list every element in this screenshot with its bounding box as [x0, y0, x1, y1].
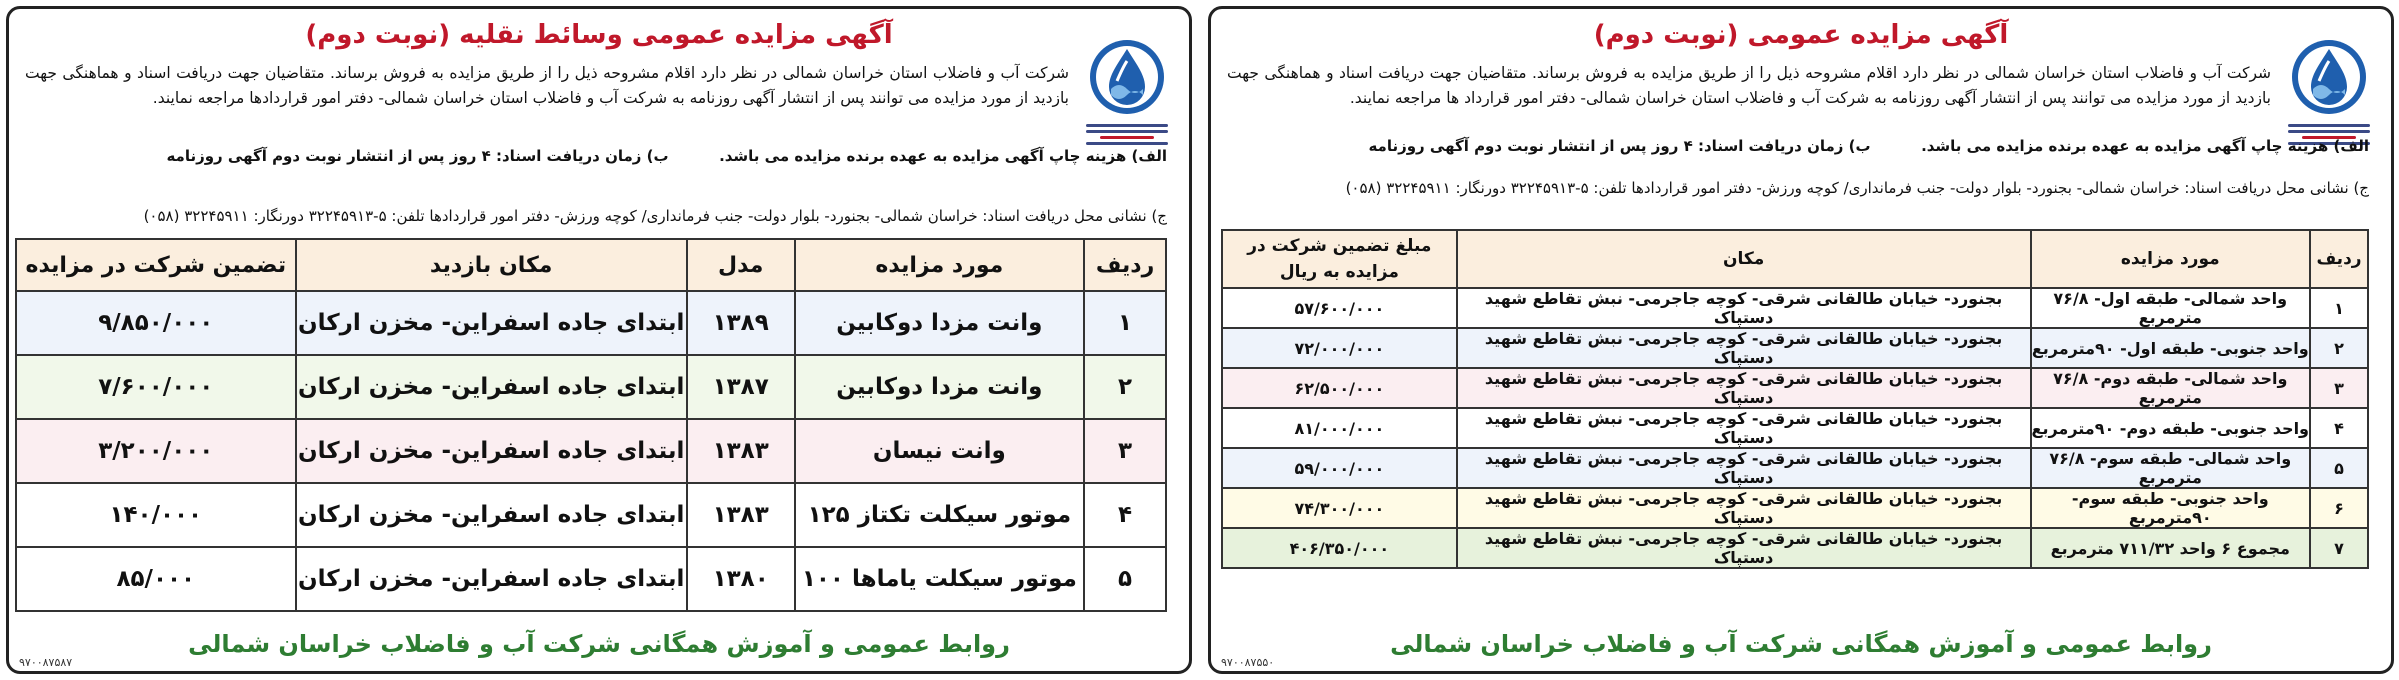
cell-item: واحد جنوبی- طبقه دوم- ۹۰مترمربع: [2031, 408, 2311, 448]
table-row: [1222, 288, 2368, 328]
condition-a: الف) هزینه چاپ آگهی مزایده به عهده برنده مزایده می باشد.: [1921, 137, 2369, 155]
cell-row-num: ۳: [2310, 368, 2368, 408]
header-visit-place: مکان بازدید: [296, 239, 687, 291]
condition-b: ب) زمان دریافت اسناد: ۴ روز پس از انتشار نوبت دوم آگهی روزنامه: [166, 147, 669, 165]
cell-row-num: ۲: [2310, 328, 2368, 368]
header-row-num: ردیف: [2310, 230, 2368, 288]
header-model: مدل: [687, 239, 795, 291]
table-row: [1222, 528, 2368, 568]
cell-item: موتور سیکلت تکتاز ۱۲۵: [795, 483, 1084, 547]
cell-row-num: ۵: [1084, 547, 1166, 611]
table-row: [16, 419, 1166, 483]
notice-ref-number: ۹۷۰۰۸۷۵۸۷: [19, 656, 73, 669]
header-guarantee: مبلغ تضمین شرکت در مزایده به ریال: [1222, 230, 1457, 288]
cell-amount: ۷/۶۰۰/۰۰۰: [16, 355, 296, 419]
auction-notice-apartments: [1208, 6, 2394, 674]
cell-place: بجنورد- خیابان طالقانی شرقی- کوچه جاجرمی- نبش تقاطع شهید دستپاک: [1457, 488, 2031, 528]
cell-row-num: ۷: [2310, 528, 2368, 568]
cell-place: بجنورد- خیابان طالقانی شرقی- کوچه جاجرمی- نبش تقاطع شهید دستپاک: [1457, 368, 2031, 408]
notice-title: آگهی مزایده عمومی (نوبت دوم): [1593, 20, 2009, 50]
table-row: [1222, 408, 2368, 448]
table-row: [16, 547, 1166, 611]
cell-row-num: ۱: [1084, 291, 1166, 355]
cell-item: موتور سیکلت یاماها ۱۰۰: [795, 547, 1084, 611]
notice-intro: شرکت آب و فاضلاب استان خراسان شمالی در نظر دارد اقلام مشروحه ذیل را از طریق مزایده به فروش برساند. متقاضیان جهت دریافت اسناد و هماهنگی جهت بازدید از مورد مزایده می توانند پس از انتشار آگهی روزنامه به شرکت آب و فاضلاب استان خراسان شمالی- دفتر امور قراردادها مراجعه نمایند.: [25, 64, 1069, 107]
notice-footer: روابط عمومی و آموزش همگانی شرکت آب و فاضلاب خراسان شمالی: [1390, 630, 2212, 658]
cell-item: مجموع ۶ واحد ۷۱۱/۳۲ مترمربع: [2031, 528, 2311, 568]
cell-place: بجنورد- خیابان طالقانی شرقی- کوچه جاجرمی- نبش تقاطع شهید دستپاک: [1457, 448, 2031, 488]
header-row-num: ردیف: [1084, 239, 1166, 291]
table-row: [1222, 328, 2368, 368]
cell-item: وانت مزدا دوکابین: [795, 291, 1084, 355]
cell-place: ابتدای جاده اسفراین- مخزن ارکان: [296, 419, 687, 483]
cell-row-num: ۲: [1084, 355, 1166, 419]
cell-item: واحد جنوبی- طبقه اول- ۹۰مترمربع: [2031, 328, 2311, 368]
header-place: مکان: [1457, 230, 2031, 288]
cell-item: وانت مزدا دوکابین: [795, 355, 1084, 419]
cell-item: واحد شمالی- طبقه دوم- ۷۶/۸ مترمربع: [2031, 368, 2311, 408]
cell-row-num: ۵: [2310, 448, 2368, 488]
cell-model: ۱۳۸۹: [687, 291, 795, 355]
notice-title: آگهی مزایده عمومی وسائط نقلیه (نوبت دوم): [305, 20, 893, 50]
cell-item: وانت نیسان: [795, 419, 1084, 483]
notice-conditions: [1227, 135, 2369, 157]
cell-row-num: ۶: [2310, 488, 2368, 528]
cell-amount: ۶۲/۵۰۰/۰۰۰: [1222, 368, 1457, 408]
cell-amount: ۵۷/۶۰۰/۰۰۰: [1222, 288, 1457, 328]
cell-place: بجنورد- خیابان طالقانی شرقی- کوچه جاجرمی- نبش تقاطع شهید دستپاک: [1457, 528, 2031, 568]
cell-place: بجنورد- خیابان طالقانی شرقی- کوچه جاجرمی- نبش تقاطع شهید دستپاک: [1457, 328, 2031, 368]
cell-item: واحد شمالی- طبقه اول- ۷۶/۸ مترمربع: [2031, 288, 2311, 328]
cell-place: ابتدای جاده اسفراین- مخزن ارکان: [296, 291, 687, 355]
table-row: [1222, 448, 2368, 488]
table-row: [16, 291, 1166, 355]
cell-amount: ۹/۸۵۰/۰۰۰: [16, 291, 296, 355]
cell-model: ۱۳۸۰: [687, 547, 795, 611]
cell-place: ابتدای جاده اسفراین- مخزن ارکان: [296, 547, 687, 611]
table-header: [16, 239, 1166, 291]
cell-place: ابتدای جاده اسفراین- مخزن ارکان: [296, 483, 687, 547]
condition-a: الف) هزینه چاپ آگهی مزایده به عهده برنده مزایده می باشد.: [719, 147, 1167, 165]
cell-amount: ۷۲/۰۰۰/۰۰۰: [1222, 328, 1457, 368]
cell-amount: ۱۴۰/۰۰۰: [16, 483, 296, 547]
water-drop-logo-icon: [2289, 37, 2369, 117]
cell-row-num: ۳: [1084, 419, 1166, 483]
cell-place: ابتدای جاده اسفراین- مخزن ارکان: [296, 355, 687, 419]
cell-amount: ۳/۲۰۰/۰۰۰: [16, 419, 296, 483]
notice-conditions: [25, 145, 1167, 167]
condition-b: ب) زمان دریافت اسناد: ۴ روز پس از انتشار نوبت دوم آگهی روزنامه: [1368, 137, 1871, 155]
table-header: [1222, 230, 2368, 288]
cell-model: ۱۳۸۷: [687, 355, 795, 419]
notice-ref-number: ۹۷۰۰۸۷۵۵۰: [1221, 656, 1275, 669]
cell-amount: ۸۱/۰۰۰/۰۰۰: [1222, 408, 1457, 448]
cell-place: بجنورد- خیابان طالقانی شرقی- کوچه جاجرمی- نبش تقاطع شهید دستپاک: [1457, 408, 2031, 448]
auction-notice-vehicles: [6, 6, 1192, 674]
header-item: مورد مزایده: [2031, 230, 2311, 288]
notice-footer: روابط عمومی و آموزش همگانی شرکت آب و فاضلاب خراسان شمالی: [188, 630, 1010, 658]
notice-address: ج) نشانی محل دریافت اسناد: خراسان شمالی- بجنورد- بلوار دولت- جنب فرمانداری/ کوچه ورزش- دفتر امور قراردادها تلفن: ۵-۳۲۲۴۵۹۱۳ دورنگار: ۳۲۲۴۵۹۱۱ (۰۵۸): [143, 207, 1167, 225]
header-item: مورد مزایده: [795, 239, 1084, 291]
table-row: [1222, 368, 2368, 408]
cell-row-num: ۱: [2310, 288, 2368, 328]
notice-intro: شرکت آب و فاضلاب استان خراسان شمالی در نظر دارد اقلام مشروحه ذیل را از طریق مزایده به فروش برساند. متقاضیان جهت دریافت اسناد و هماهنگی جهت بازدید از مورد مزایده می توانند پس از انتشار آگهی روزنامه به شرکت آب و فاضلاب استان خراسان شمالی- دفتر امور قرارداد ها مراجعه نمایند.: [1227, 64, 2271, 107]
cell-amount: ۷۴/۳۰۰/۰۰۰: [1222, 488, 1457, 528]
cell-model: ۱۳۸۳: [687, 483, 795, 547]
logo-caption: [1082, 121, 1172, 148]
cell-amount: ۵۹/۰۰۰/۰۰۰: [1222, 448, 1457, 488]
cell-row-num: ۴: [1084, 483, 1166, 547]
cell-row-num: ۴: [2310, 408, 2368, 448]
header-guarantee: تضمین شرکت در مزایده: [16, 239, 296, 291]
cell-item: واحد شمالی- طبقه سوم- ۷۶/۸ مترمربع: [2031, 448, 2311, 488]
notice-address: ج) نشانی محل دریافت اسناد: خراسان شمالی- بجنورد- بلوار دولت- جنب فرمانداری/ کوچه ورزش- دفتر امور قراردادها تلفن: ۵-۳۲۲۴۵۹۱۳ دورنگار: ۳۲۲۴۵۹۱۱ (۰۵۸): [1345, 179, 2369, 197]
cell-amount: ۴۰۶/۳۵۰/۰۰۰: [1222, 528, 1457, 568]
auction-table: [1221, 229, 2369, 569]
table-row: [1222, 488, 2368, 528]
auction-table: [15, 238, 1167, 612]
table-row: [16, 355, 1166, 419]
water-drop-logo-icon: [1087, 37, 1167, 117]
cell-place: بجنورد- خیابان طالقانی شرقی- کوچه جاجرمی- نبش تقاطع شهید دستپاک: [1457, 288, 2031, 328]
cell-amount: ۸۵/۰۰۰: [16, 547, 296, 611]
table-row: [16, 483, 1166, 547]
cell-item: واحد جنوبی- طبقه سوم- ۹۰مترمربع: [2031, 488, 2311, 528]
cell-model: ۱۳۸۳: [687, 419, 795, 483]
